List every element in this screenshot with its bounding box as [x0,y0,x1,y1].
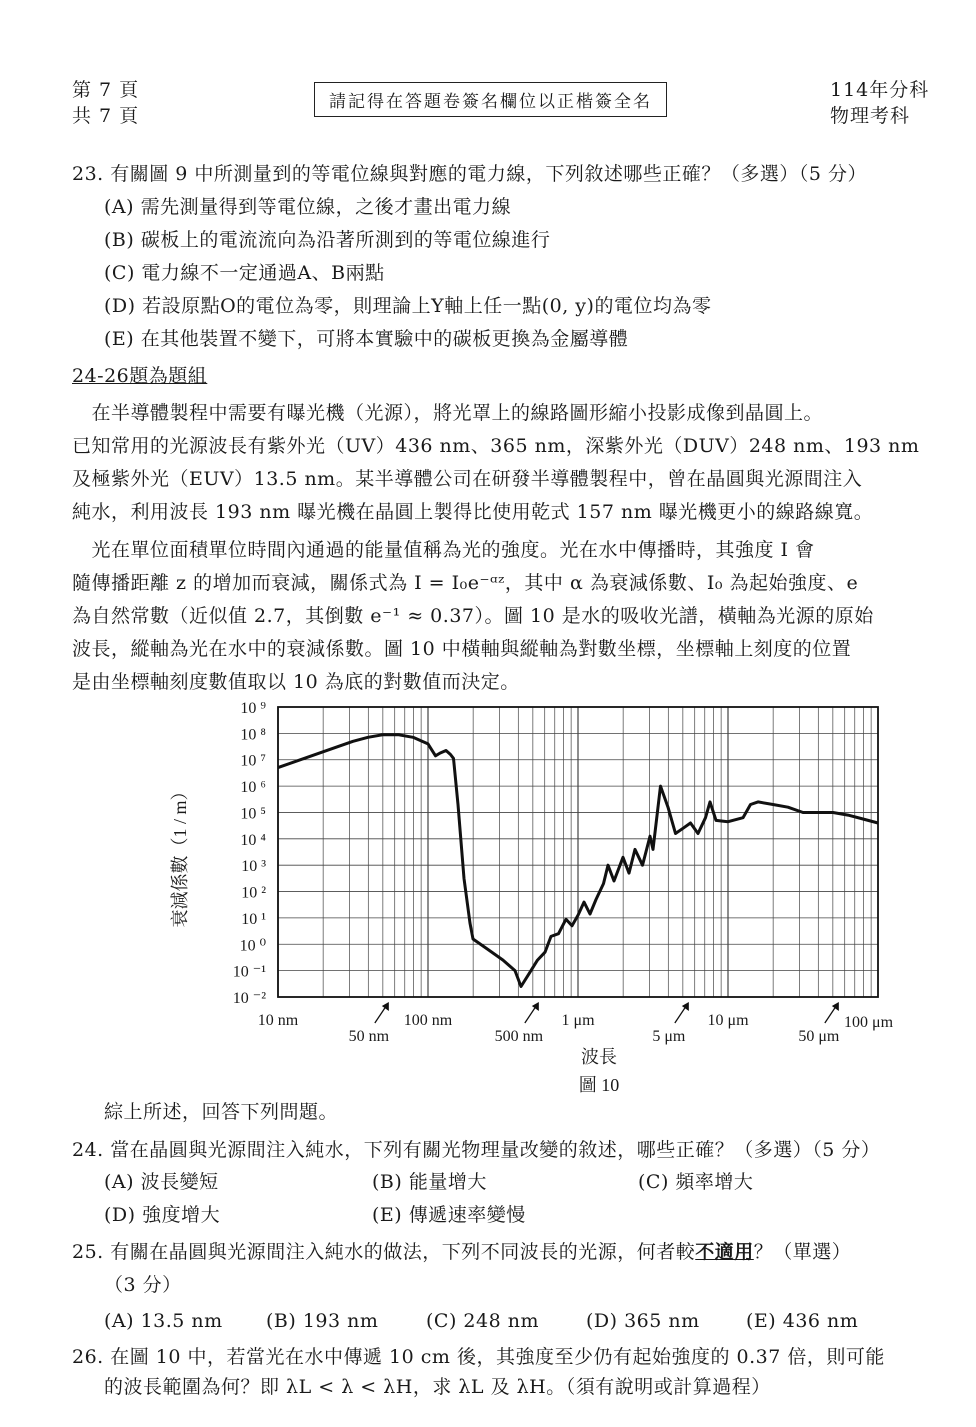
x-tick-label: 10 nm [257,1012,299,1029]
para1-line2: 已知常用的光源波長有紫外光（UV）436 nm、365 nm，深紫外光（DUV）248 nm、193 nm [72,435,920,457]
exam-subject: 物理考科 [830,105,911,127]
y-tick-label: 10 ² [241,884,266,902]
chart-grid [278,707,878,997]
x-arrow-label: 500 nm [494,1028,544,1045]
q24-option-b: (B) 能量增大 [372,1171,487,1193]
exam-year: 114年分科 [830,79,930,101]
x-tick-label: 1 μm [561,1012,595,1029]
q24-option-c: (C) 頻率增大 [638,1171,754,1193]
q25-emphasis: 不適用 [695,1241,754,1263]
q24-stem: 24. 當在晶圓與光源間注入純水，下列有關光物理量改變的敘述，哪些正確？（多選）（5 分） [72,1139,881,1161]
q24-option-d: (D) 強度增大 [104,1204,221,1226]
q25-option-d: (D) 365 nm [586,1310,700,1332]
q23-option-d: (D) 若設原點O的電位為零，則理論上Y軸上任一點(0, y)的電位均為零 [104,295,712,317]
chart-y-ticks [233,700,267,1007]
signature-notice: 請記得在答題卷簽名欄位以正楷簽全名 [314,82,667,117]
x-arrow-head [382,1002,389,1011]
para2-line4: 波長，縱軸為光在水中的衰減係數。圖 10 中橫軸與縱軸為對數坐標，坐標軸上刻度的位置 [72,638,852,660]
y-tick-label: 10 ⁻² [232,990,266,1007]
y-axis-label: 衰減係數（1 / m） [170,782,190,928]
x-tick-label: 100 nm [403,1012,453,1029]
y-tick-label: 10 ¹ [241,910,266,928]
y-tick-label: 10 ⁰ [239,937,266,955]
q23-stem: 23. 有關圖 9 中所測量到的等電位線與對應的電力線，下列敘述哪些正確？（多選）（5 分） [72,163,868,185]
q24-option-a: (A) 波長變短 [104,1171,219,1193]
figure-caption: 圖 10 [578,1075,620,1095]
x-arrow-label: 50 nm [348,1028,390,1045]
q23-option-c: (C) 電力線不一定通過A、B兩點 [104,262,385,284]
y-tick-label: 10 ⁴ [240,831,266,849]
summary-line: 綜上所述，回答下列問題。 [104,1101,339,1123]
q26-line2: 的波長範圍為何？即 λL < λ < λH，求 λL 及 λH。（須有說明或計算過程） [104,1376,771,1398]
page-number: 第 7 頁 [72,79,140,101]
para1-line4: 純水，利用波長 193 nm 曝光機在晶圓上製得比使用乾式 157 nm 曝光機更小的線路線寬。 [72,501,874,523]
group-title: 24-26題為題組 [72,365,208,387]
x-arrow-label: 50 μm [798,1028,840,1045]
x-arrow-head [682,1002,689,1011]
q23-option-b: (B) 碳板上的電流流向為沿著所測到的等電位線進行 [104,229,551,251]
q25-option-c: (C) 248 nm [426,1310,539,1332]
para2-line3: 為自然常數（近似值 2.7，其倒數 e⁻¹ ≈ 0.37）。圖 10 是水的吸收光譜，橫軸為光源的原始 [72,605,874,627]
total-pages: 共 7 頁 [72,105,140,127]
q25-option-a: (A) 13.5 nm [104,1310,223,1332]
x-tick-label: 10 μm [707,1012,749,1029]
q23-option-e: (E) 在其他裝置不變下，可將本實驗中的碳板更換為金屬導體 [104,328,629,350]
x-axis-label: 波長 [581,1047,617,1067]
y-tick-label: 10 ⁹ [240,700,266,717]
q25-option-e: (E) 436 nm [746,1310,859,1332]
para2-line2: 隨傳播距離 z 的增加而衰減，關係式為 I = I₀e⁻ᵅᶻ，其中 α 為衰減係數、I₀ 為起始強度、e [72,572,859,594]
para1-line3: 及極紫外光（EUV）13.5 nm。某半導體公司在研發半導體製程中，曾在晶圓與光源間注入 [72,468,863,490]
q26-line1: 26. 在圖 10 中，若當光在水中傳遞 10 cm 後，其強度至少仍有起始強度的 0.37 倍，則可能 [72,1346,885,1368]
y-tick-label: 10 ⁸ [240,726,266,744]
q25-stem-pre: 25. 有關在晶圓與光源間注入純水的做法，下列不同波長的光源，何者較 [72,1241,696,1263]
q25-option-b: (B) 193 nm [266,1310,379,1332]
para1-line1: 在半導體製程中需要有曝光機（光源），將光罩上的線路圖形縮小投影成像到晶圓上。 [72,402,824,424]
q23-option-a: (A) 需先測量得到等電位線，之後才畫出電力線 [104,196,512,218]
q24-option-e: (E) 傳遞速率變慢 [372,1204,526,1226]
x-arrow-head [832,1002,839,1011]
para2-line1: 光在單位面積單位時間內通過的能量值稱為光的強度。光在水中傳播時，其強度 I 會 [72,539,815,561]
y-tick-label: 10 ⁶ [240,779,266,797]
y-tick-label: 10 ⁵ [240,805,266,823]
para2-line5: 是由坐標軸刻度數值取以 10 為底的對數值而決定。 [72,671,520,693]
x-tick-label: 100 μm [844,1014,894,1031]
q25-points: （3 分） [104,1274,182,1296]
x-arrow-label: 5 μm [652,1028,686,1045]
y-tick-label: 10 ³ [241,858,266,876]
absorption-spectrum-chart [160,695,910,1095]
y-tick-label: 10 ⁻¹ [232,963,266,981]
y-tick-label: 10 ⁷ [240,752,266,770]
q25-stem [72,1240,851,1264]
q25-stem-post: ？（單選） [753,1241,852,1263]
x-arrow-head [532,1002,539,1011]
